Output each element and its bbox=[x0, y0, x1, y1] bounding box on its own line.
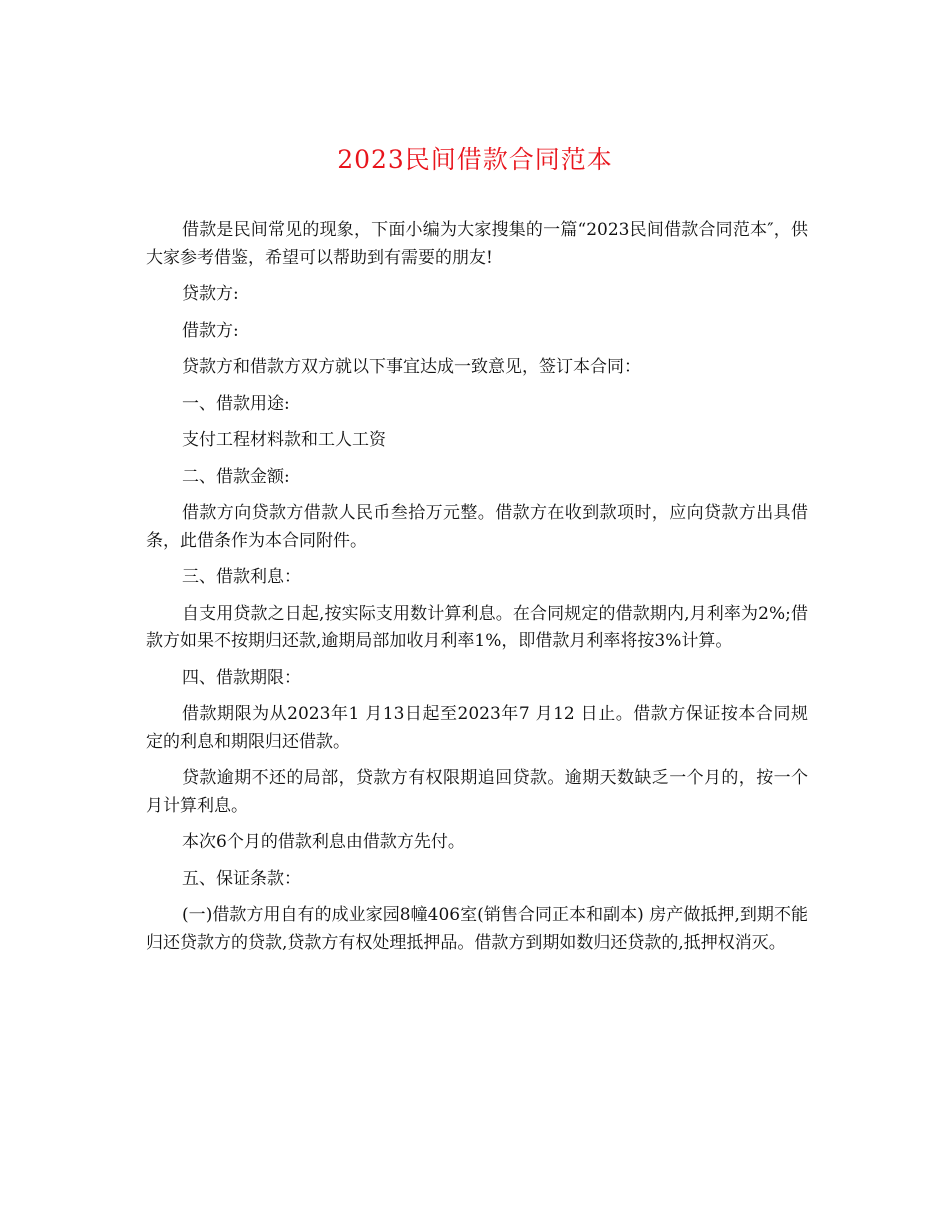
document-body bbox=[146, 217, 808, 966]
term-paragraph: 借款期限为从2023年1 月13日起至2023年7 月12 日止。借款方保证按本合同规定的利息和期限归还借款。 bbox=[146, 704, 808, 752]
intro-paragraph: 借款是民间常见的现象，下面小编为大家搜集的一篇“2023民间借款合同范本″，供大家参考借鉴，希望可以帮助到有需要的朋友! bbox=[146, 220, 808, 268]
borrower-label: 借款方: bbox=[182, 320, 239, 341]
section-heading-amount: 二、借款金额: bbox=[182, 466, 290, 487]
section-heading-purpose: 一、借款用途: bbox=[182, 393, 290, 414]
overdue-paragraph: 贷款逾期不还的局部，贷款方有权限期追回贷款。逾期天数缺乏一个月的，按一个月计算利息。 bbox=[146, 768, 808, 816]
section-heading-term: 四、借款期限： bbox=[182, 667, 301, 688]
document-title: 2023民间借款合同范本 bbox=[337, 145, 613, 174]
interest-paragraph: 自支用贷款之日起,按实际支用数计算利息。在合同规定的借款期内,月利率为2%;借款方如果不按期归还款,逾期局部加收月利率1%，即借款月利率将按3%计算。 bbox=[146, 603, 808, 651]
purpose-paragraph: 支付工程材料款和工人工资 bbox=[182, 430, 386, 450]
section-heading-interest: 三、借款利息： bbox=[182, 567, 301, 587]
guarantee-paragraph: (一)借款方用自有的成业家园8幢406室(销售合同正本和副本) 房产做抵押,到期不能归还贷款方的贷款,贷款方有权处理抵押品。借款方到期如数归还贷款的,抵押权消灭。 bbox=[146, 905, 808, 953]
agreement-statement: 贷款方和借款方双方就以下事宜达成一致意见，签订本合同： bbox=[182, 357, 641, 377]
section-heading-guarantee: 五、保证条款： bbox=[182, 868, 301, 889]
lender-label: 贷款方: bbox=[182, 284, 239, 304]
prepaid-interest-paragraph: 本次6个月的借款利息由借款方先付。 bbox=[182, 832, 465, 852]
amount-paragraph: 借款方向贷款方借款人民币叁拾万元整。借款方在收到款项时，应向贷款方出具借条，此借条作为本合同附件。 bbox=[146, 503, 808, 551]
